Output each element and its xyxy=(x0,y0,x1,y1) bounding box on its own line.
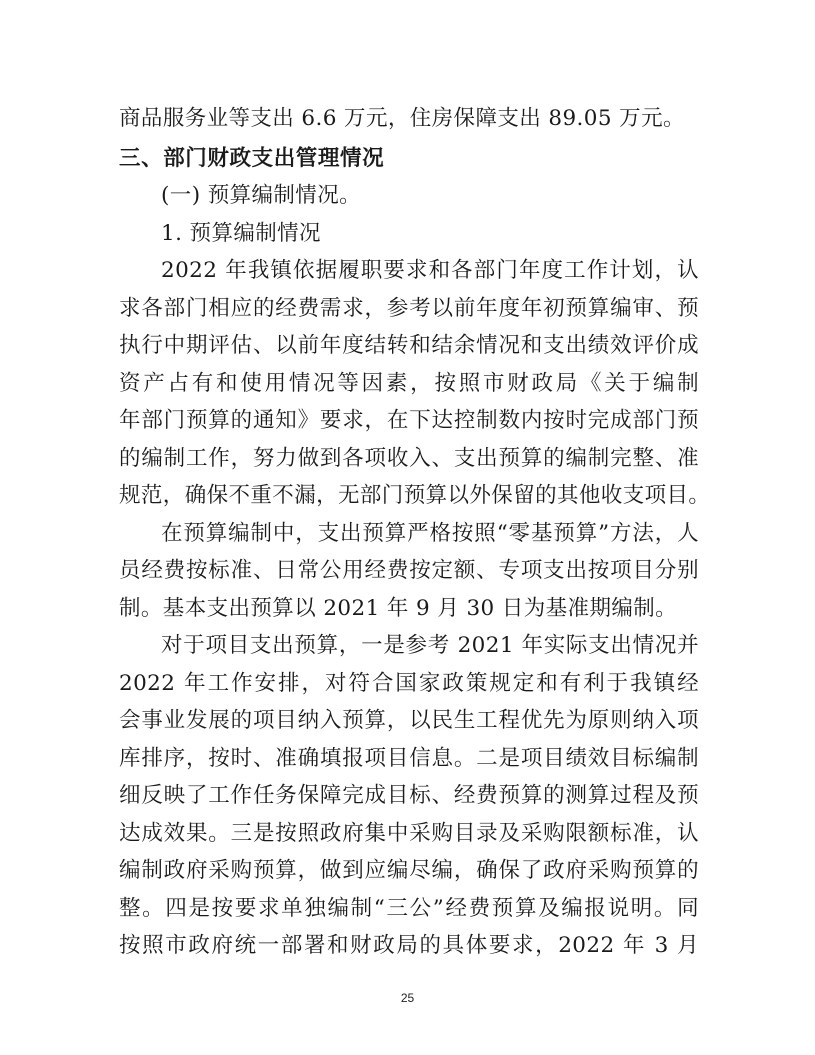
paragraph-line: 达成效果。三是按照政府集中采购目录及采购限额标准，认 xyxy=(119,821,699,846)
paragraph-line: 求各部门相应的经费需求，参考以前年度年初预算编审、预 xyxy=(119,296,699,321)
paragraph-line: 制。基本支出预算以 2021 年 9 月 30 日为基准期编制。 xyxy=(119,596,678,621)
paragraph-line: 的编制工作，努力做到各项收入、支出预算的编制完整、准 xyxy=(119,446,699,471)
paragraph-line: 整。四是按要求单独编制“三公”经费预算及编报说明。同 xyxy=(119,896,699,921)
section-heading: 三、部门财政支出管理情况 xyxy=(119,146,385,171)
paragraph-line: 对于项目支出预算，一是参考 2021 年实际支出情况并 xyxy=(161,633,699,658)
paragraph-line: 执行中期评估、以前年度结转和结余情况和支出绩效评价成 xyxy=(119,333,699,358)
paragraph-line: 资产占有和使用情况等因素，按照市财政局《关于编制 xyxy=(119,371,699,396)
paragraph-line: 按照市政府统一部署和财政局的具体要求，2022 年 3 月 xyxy=(119,933,699,958)
sub-item-heading: 1. 预算编制情况 xyxy=(161,221,321,246)
paragraph-line: 员经费按标准、日常公用经费按定额、专项支出按项目分别 xyxy=(119,558,699,583)
paragraph-line: 编制政府采购预算，做到应编尽编，确保了政府采购预算的 xyxy=(119,858,699,883)
paragraph-line: 在预算编制中，支出预算严格按照“零基预算”方法，人 xyxy=(161,521,699,546)
page-number: 25 xyxy=(400,991,415,1005)
paragraph-line: 细反映了工作任务保障完成目标、经费预算的测算过程及预 xyxy=(119,783,699,808)
subsection-heading: (一) 预算编制情况。 xyxy=(161,183,362,208)
paragraph-line: 规范，确保不重不漏，无部门预算以外保留的其他收支项目。 xyxy=(119,483,711,508)
paragraph-line: 2022 年工作安排，对符合国家政策规定和有利于我镇经 xyxy=(119,671,699,696)
paragraph-line: 年部门预算的通知》要求，在下达控制数内按时完成部门预 xyxy=(119,408,699,433)
text-line: 商品服务业等支出 6.6 万元，住房保障支出 89.05 万元。 xyxy=(119,106,685,131)
paragraph-line: 库排序，按时、准确填报项目信息。二是项目绩效目标编制 xyxy=(119,746,699,771)
paragraph-line: 2022 年我镇依据履职要求和各部门年度工作计划，认 xyxy=(161,258,699,283)
paragraph-line: 会事业发展的项目纳入预算，以民生工程优先为原则纳入项 xyxy=(119,708,699,733)
